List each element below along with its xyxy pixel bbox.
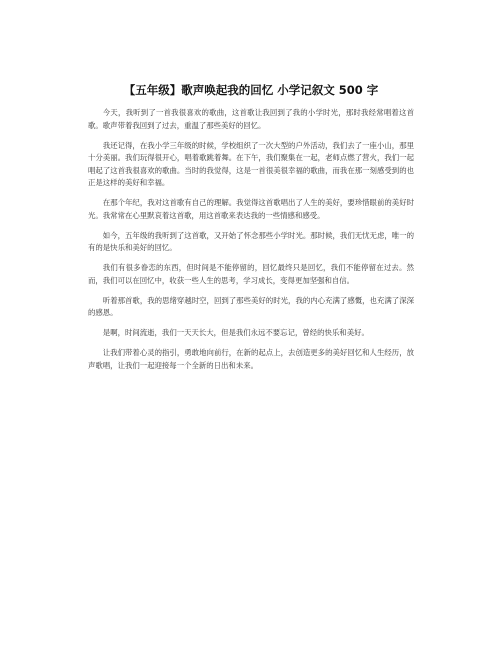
document-body bbox=[88, 107, 414, 380]
paragraph: 如今，五年级的我听到了这首歌，又开始了怀念那些小学时光。那时候，我们无忧无虑，唯一的有的是快乐和美好的回忆。 bbox=[88, 230, 414, 252]
paragraph: 我们有很多眷恋的东西，但时间是不能停留的，回忆最终只是回忆，我们不能停留在过去。然而，我们可以在回忆中，收获一些人生的思考，学习成长，变得更加坚强和自信。 bbox=[88, 263, 414, 285]
paragraph: 是啊，时间流逝，我们一天天长大，但是我们永远不要忘记，曾经的快乐和美好。 bbox=[102, 328, 369, 337]
paragraph: 我还记得，在我小学三年级的时候，学校组织了一次大型的户外活动，我们去了一座小山，那里十分美丽。我们玩得很开心，唱着歌跳着舞。在下午，我们聚集在一起，老师点燃了营火，我们一起唱起了这首我很喜欢的歌曲。当时的我觉得，这是一首很美很幸福的歌曲，而我在那一刻感受到的也正是这样的美好和幸福。 bbox=[88, 140, 414, 187]
paragraph: 今天，我听到了一首我很喜欢的歌曲，这首歌让我回到了我的小学时光，那时我经常唱着这首歌。歌声带着我回到了过去，重温了那些美好的回忆。 bbox=[88, 108, 414, 130]
paragraph: 让我们带着心灵的指引，勇敢地向前行，在新的起点上，去创造更多的美好回忆和人生经历，放声歌唱，让我们一起迎接每一个全新的日出和未来。 bbox=[88, 348, 414, 370]
paragraph: 听着那首歌，我的思绪穿越时空，回到了那些美好的时光，我的内心充满了感慨，也充满了深深的感恩。 bbox=[88, 295, 414, 317]
paragraph: 在那个年纪，我对这首歌有自己的理解。我觉得这首歌唱出了人生的美好，要珍惜眼前的美好时光。我常常在心里默哀着这首歌，用这首歌来表达我的一些情感和感受。 bbox=[88, 198, 414, 220]
document-title: 【五年级】歌声唤起我的回忆 小学记叙文 500 字 bbox=[123, 83, 379, 97]
